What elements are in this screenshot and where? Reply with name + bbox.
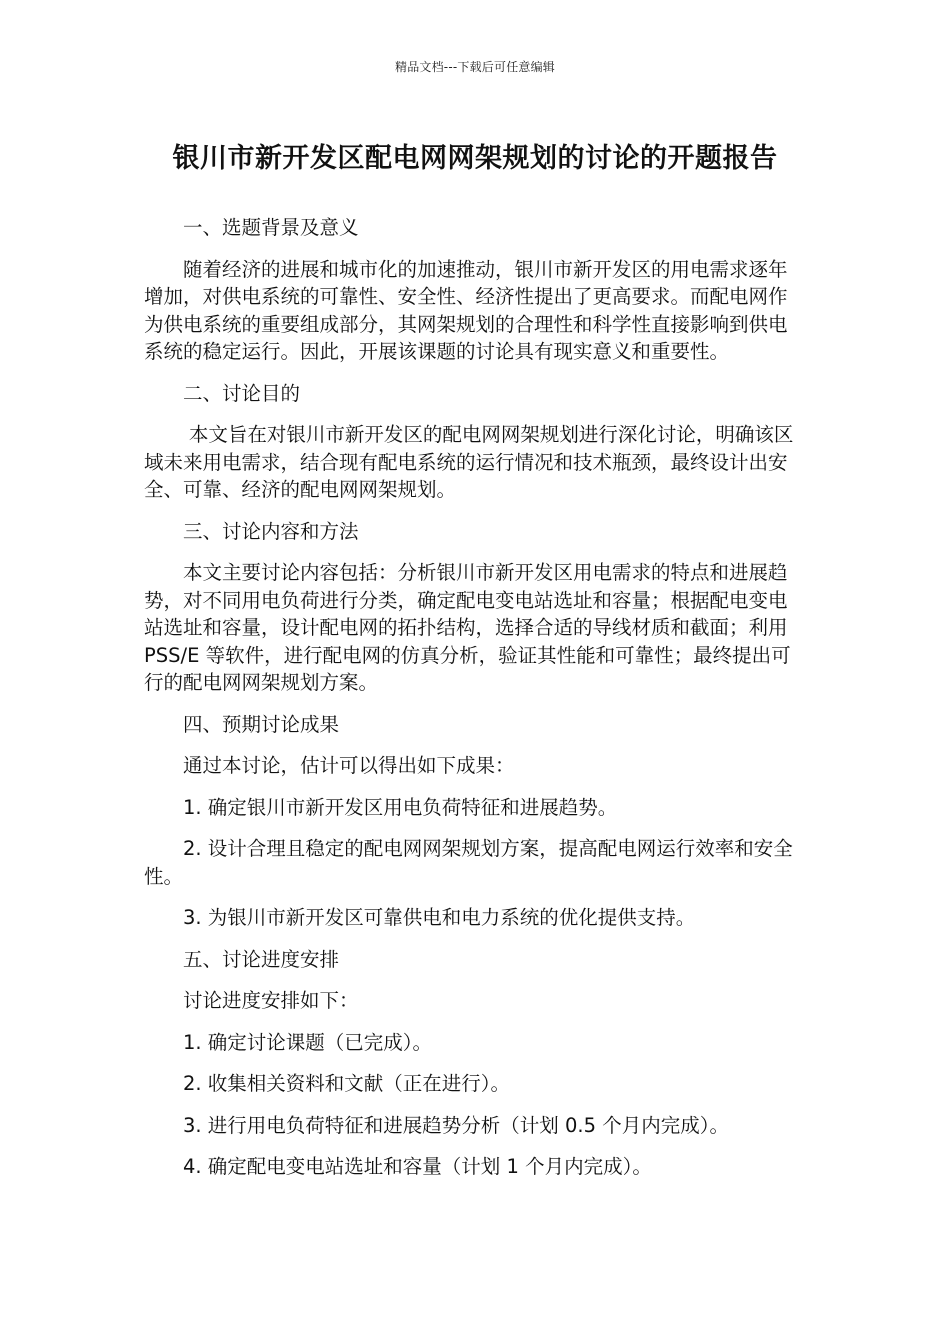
section-3-heading: 三、讨论内容和方法 [183, 519, 359, 543]
document-body [144, 214, 800, 1195]
list-item: 1. 确定讨论课题（已完成）。 [183, 1030, 433, 1054]
section-5-heading: 五、讨论进度安排 [183, 947, 340, 971]
list-item: 2. 收集相关资料和文献（正在进行）。 [183, 1072, 511, 1095]
section-1-heading: 一、选题背景及意义 [183, 216, 359, 239]
list-item: 3. 进行用电负荷特征和进展趋势分析（计划 0.5 个月内完成）。 [183, 1113, 729, 1137]
list-item: 4. 确定配电变电站选址和容量（计划 1 个月内完成）。 [183, 1155, 652, 1178]
list-item: 2. 设计合理且稳定的配电网网架规划方案，提高配电网运行效率和安全性。 [144, 837, 793, 888]
list-item: 1. 确定银川市新开发区用电负荷特征和进展趋势。 [183, 795, 618, 819]
list-item: 3. 为银川市新开发区可靠供电和电力系统的优化提供支持。 [183, 906, 696, 929]
section-2-paragraph: 本文旨在对银川市新开发区的配电网网架规划进行深化讨论，明确该区域未来用电需求，结合现有配电系统的运行情况和技术瓶颈，最终设计出安全、可靠、经济的配电网网架规划。 [144, 423, 794, 501]
section-4-heading: 四、预期讨论成果 [183, 712, 340, 736]
header-note: 精品文档---下载后可任意编辑 [395, 60, 555, 74]
section-4-intro: 通过本讨论，估计可以得出如下成果： [183, 754, 515, 777]
section-5-intro: 讨论进度安排如下： [183, 989, 359, 1012]
section-3-paragraph: 本文主要讨论内容包括：分析银川市新开发区用电需求的特点和进展趋势，对不同用电负荷进行分类，确定配电变电站选址和容量；根据配电变电站选址和容量，设计配电网的拓扑结构，选择合适的导线材质和截面；利用 PSS/E 等软件，进行配电网的仿真分析，验证其性能和可靠性；最终提出可行的配电网网架规划方案。 [144, 561, 791, 694]
section-2-heading: 二、讨论目的 [183, 381, 301, 405]
section-1-paragraph: 随着经济的进展和城市化的加速推动，银川市新开发区的用电需求逐年增加，对供电系统的可靠性、安全性、经济性提出了更高要求。而配电网作为供电系统的重要组成部分，其网架规划的合理性和科学性直接影响到供电系统的稳定运行。因此，开展该课题的讨论具有现实意义和重要性。 [144, 257, 788, 363]
document-title: 银川市新开发区配电网网架规划的讨论的开题报告 [172, 143, 778, 174]
